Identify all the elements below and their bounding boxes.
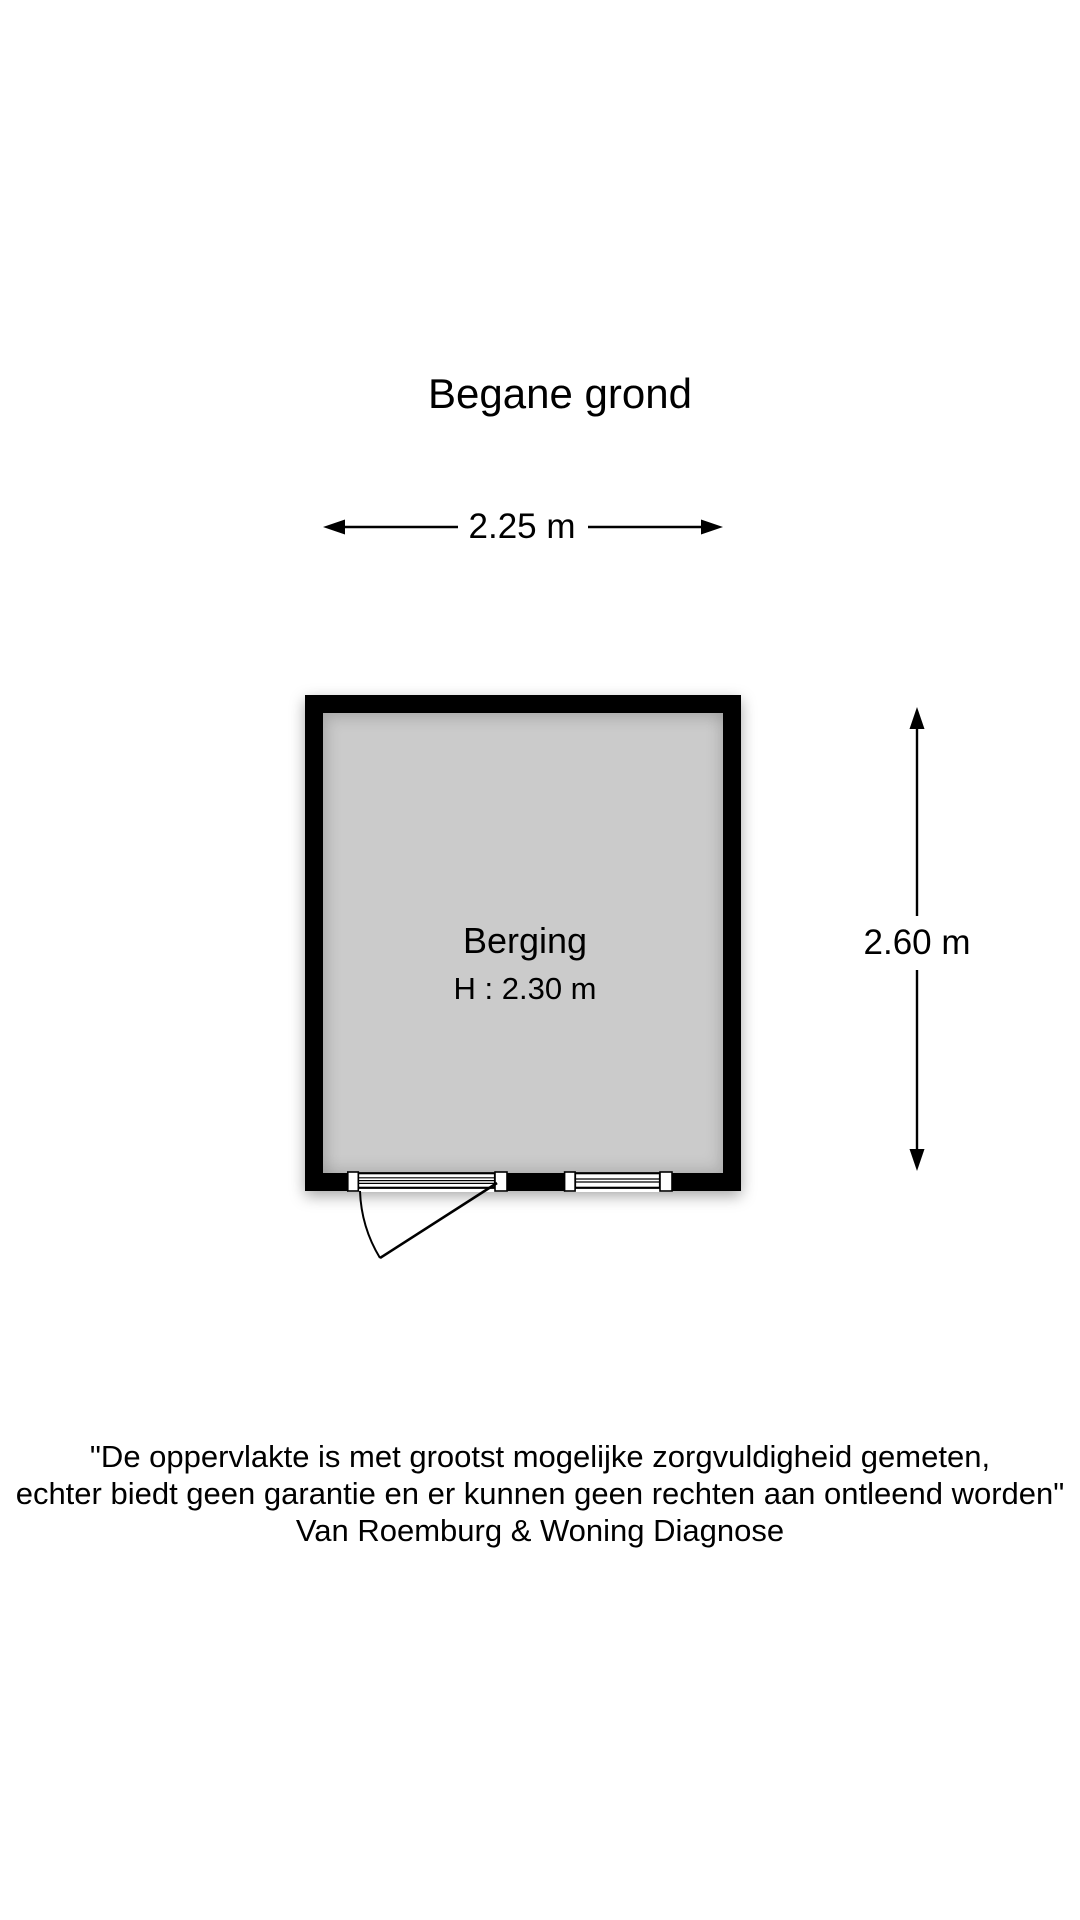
disclaimer-line-3: Van Roemburg & Woning Diagnose	[295, 1513, 785, 1548]
disclaimer-line-1: "De oppervlakte is met grootst mogelijke zorgvuldigheid gemeten,	[89, 1439, 991, 1474]
height-dimension-label: 2.60 m	[858, 923, 977, 963]
floor-title: Begane grond	[428, 370, 692, 417]
door-icon	[348, 1172, 507, 1192]
window-icon	[565, 1172, 672, 1192]
room-ceiling-height-label: H : 2.30 m	[453, 971, 597, 1006]
room-label	[454, 919, 597, 1007]
width-dimension-label: 2.25 m	[463, 507, 582, 547]
disclaimer	[0, 1438, 1080, 1549]
disclaimer-line-2: echter biedt geen garantie en er kunnen geen rechten aan ontleend worden"	[15, 1476, 1065, 1511]
door-swing-icon	[360, 1183, 497, 1258]
room-name-label: Berging	[462, 919, 588, 961]
